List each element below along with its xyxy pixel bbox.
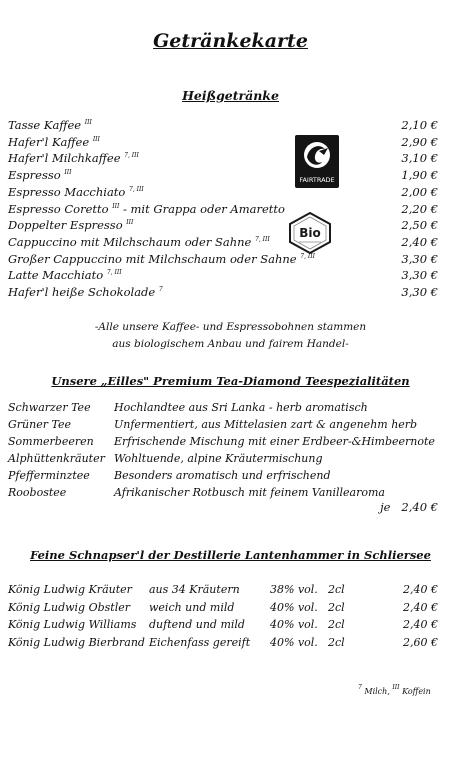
tea-name: Alphüttenkräuter [8,452,105,465]
hot-drink-label: Hafer'l heiße Schokolade [8,285,156,299]
schnaps-description: aus 34 Kräutern [149,583,240,596]
tea-name: Grüner Tee [8,418,71,431]
schnaps-size: 2cl [328,618,345,631]
tea-name: Roobostee [8,486,67,499]
hot-drink-footnote-mark: III [92,135,100,143]
coffee-note-line2: aus biologischem Anbau und fairem Handel- [112,338,349,350]
hot-drink-row [8,135,438,151]
schnaps-price: 2,60 € [403,635,438,649]
hot-drink-row [8,252,438,268]
hot-drink-label: Großer Cappuccino mit Milchschaum oder Sahne [8,251,297,266]
tea-price [380,500,438,514]
schnaps-description: Eichenfass gereift [149,635,251,649]
schnaps-description: weich und mild [149,600,235,614]
hot-drink-label: Espresso Macchiato [8,184,126,199]
hot-drink-row [8,218,438,234]
schnaps-name: König Ludwig Obstler [8,600,130,614]
hot-drink-label: Espresso [8,168,61,183]
tea-description: Unfermentiert, aus Mittelasien zart & angenehm herb [114,418,418,431]
hot-drink-name [8,235,270,249]
tea-row [8,401,438,417]
tea-row [8,469,438,485]
hot-drink-name [8,168,71,182]
schnaps-price: 2,40 € [403,600,438,614]
tea-heading: Unsere „Eilles" Premium Tea-Diamond Teespezialitäten [51,374,410,388]
schnaps-abv: 40% vol. [270,618,318,631]
fairtrade-label: FAIRTRADE [299,176,335,184]
tea-row [8,452,438,468]
hot-drink-name [8,135,100,149]
hot-drink-price: 3,30 € [401,251,438,266]
page-title: Getränkekarte [153,30,308,52]
hot-drink-footnote-mark: 7, III [106,269,122,277]
footnote-caffeine-mark: III [392,684,400,691]
hot-drink-label: Hafer'l Milchkaffee [8,151,121,166]
hot-drink-footnote-mark: III [84,119,92,126]
hot-drink-name [8,252,315,266]
hot-drink-price: 2,10 € [401,118,438,132]
hot-drink-name [8,285,163,299]
bio-label: Bio [299,226,321,240]
schnaps-name: König Ludwig Bierbrand [8,635,145,649]
tea-description: Wohltuende, alpine Kräutermischung [114,452,323,465]
footnote-caffeine-text: Koffein [399,687,431,696]
coffee-note-line1: -Alle unsere Kaffee- und Espressobohnen stammen [94,321,367,333]
schnaps-row [8,583,438,599]
hot-drink-row [8,168,438,184]
hot-drink-price: 2,90 € [401,134,438,149]
hot-drink-footnote-mark: 7, III [124,152,139,160]
hot-drink-price: 2,50 € [401,218,438,233]
hot-drink-row [8,235,438,251]
hot-drink-footnote-mark: III [112,202,120,210]
hot-drink-row [8,202,438,218]
hot-drink-label: Doppelter Espresso [8,218,123,233]
schnaps-abv: 38% vol. [270,583,318,596]
tea-price-row [8,500,438,516]
footnote-milk-text: Milch, [361,687,393,696]
hot-drink-row [8,185,438,201]
hot-drink-price: 3,30 € [401,285,438,299]
tea-description: Afrikanischer Rotbusch mit feinem Vanillearoma [114,486,385,499]
hot-drinks-heading: Heißgetränke [182,88,279,103]
hot-drink-label: Cappuccino mit Milchschaum oder Sahne [8,234,252,249]
schnaps-description: duftend und mild [149,618,245,631]
tea-row [8,435,438,451]
schnaps-row [8,601,438,617]
schnaps-abv: 40% vol. [270,600,318,614]
hot-drink-row [8,151,438,167]
hot-drink-row [8,268,438,284]
schnaps-size: 2cl [328,635,345,649]
tea-description: Besonders aromatisch und erfrischend [114,469,331,482]
hot-drink-footnote-mark: 7, III [300,252,315,260]
footnote-milk-mark: 7 [358,684,362,691]
hot-drink-label: Latte Macchiato [8,268,104,283]
tea-name: Sommerbeeren [8,435,94,448]
schnaps-abv: 40% vol. [270,635,318,649]
hot-drink-name [8,202,285,216]
tea-row [8,418,438,434]
schnaps-price: 2,40 € [403,583,438,596]
schnaps-size: 2cl [328,583,345,596]
fairtrade-logo [295,135,339,188]
tea-price-value: 2,40 € [401,500,438,514]
hot-drink-name [8,118,92,132]
bio-seal-logo [288,212,332,254]
hot-drink-footnote-mark: 7 [158,286,163,293]
hot-drink-name [8,218,133,232]
hot-drink-label: Tasse Kaffee [8,118,82,132]
hot-drink-footnote-mark: 7, III [255,235,270,243]
tea-description: Erfrischende Mischung mit einer Erdbeer-&Himbeernote [114,435,435,448]
tea-name: Pfefferminztee [8,469,90,482]
hot-drink-name [8,185,144,199]
schnaps-heading: Feine Schnapser'l der Destillerie Lantenhammer in Schliersee [30,548,431,562]
hot-drink-row [8,118,438,134]
tea-each-label: je [380,500,391,514]
hot-drink-label: Hafer'l Kaffee [8,134,90,149]
schnaps-name: König Ludwig Williams [8,618,137,631]
hot-drink-price: 3,10 € [401,151,438,166]
hot-drink-name [8,268,122,282]
hot-drink-suffix: - mit Grappa oder Amaretto [119,201,285,216]
hot-drink-name [8,151,139,165]
footnote [358,684,431,696]
hot-drink-price: 2,00 € [401,184,438,199]
schnaps-price: 2,40 € [403,618,438,631]
schnaps-name: König Ludwig Kräuter [8,583,132,596]
tea-name: Schwarzer Tee [8,401,91,414]
schnaps-row [8,636,438,652]
hot-drink-label: Espresso Coretto [8,201,109,216]
hot-drink-price: 1,90 € [401,168,438,183]
schnaps-row [8,618,438,634]
tea-description: Hochlandtee aus Sri Lanka - herb aromatisch [114,401,368,414]
hot-drink-price: 2,20 € [401,201,438,216]
hot-drink-footnote-mark: III [126,219,134,227]
hot-drink-footnote-mark: III [64,169,72,177]
hot-drink-footnote-mark: 7, III [129,185,144,193]
hot-drink-price: 2,40 € [401,234,438,249]
schnaps-size: 2cl [328,600,345,614]
hot-drink-price: 3,30 € [401,268,438,283]
hot-drink-row [8,285,438,301]
